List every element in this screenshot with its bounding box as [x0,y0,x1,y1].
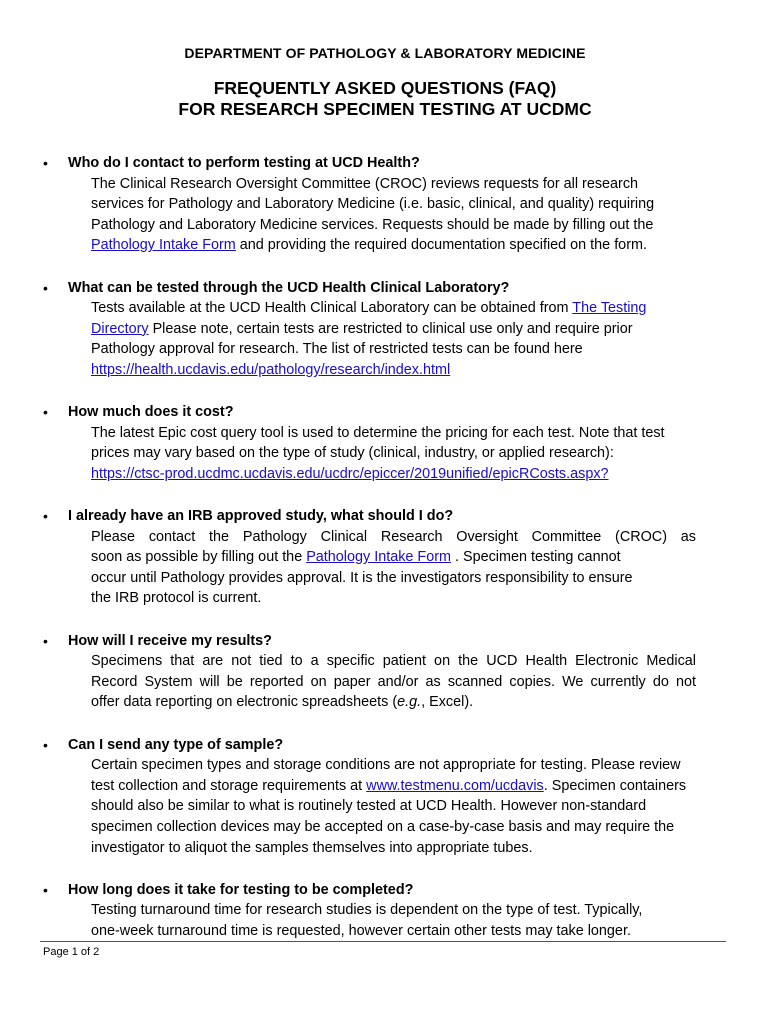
answer-line: Certain specimen types and storage conditions are not appropriate for testing. Please review [91,757,681,774]
faq-item [0,153,770,256]
answer-line [91,298,770,319]
faq-answer [91,651,770,713]
answer-text: and providing the required documentation specified on the form. [235,237,647,254]
answer-line: The Clinical Research Oversight Committee (CROC) reviews requests for all research [91,175,639,192]
bullet-icon: • [43,279,48,296]
answer-line: Testing turnaround time for research studies is dependent on the type of test. Typically, [91,902,643,919]
answer-line: Pathology approval for research. The list of restricted tests can be found here [91,341,583,358]
faq-answer [91,527,770,609]
answer-line [91,464,770,485]
footer-divider [40,941,726,942]
epic-cost-link[interactable]: https://ctsc-prod.ucdmc.ucdavis.edu/ucdrc/epiccer/2019unified/epicRCosts.aspx? [91,465,609,482]
faq-question: I already have an IRB approved study, what should I do? [68,508,454,525]
faq-answer [91,755,770,858]
answer-line: should also be similar to what is routinely tested at UCD Health. However non-standard [91,798,647,815]
answer-line: Pathology and Laboratory Medicine services. Requests should be made by filling out the [91,216,654,233]
answer-line [91,235,770,256]
answer-line: investigator to aliquot the samples themselves into appropriate tubes. [91,839,533,856]
faq-question: How long does it take for testing to be completed? [68,881,414,898]
answer-line: Specimens that are not tied to a specific patient on the UCD Health Electronic Medical [91,653,696,670]
answer-line [91,360,770,381]
answer-line: the IRB protocol is current. [91,590,262,607]
answer-line [91,692,770,713]
pathology-intake-form-link[interactable]: Pathology Intake Form [306,549,451,566]
faq-item [0,880,770,942]
answer-text: offer data reporting on electronic spreadsheets ( [91,694,398,711]
page-title [0,78,770,120]
answer-text: Tests available at the UCD Health Clinical Laboratory can be obtained from [91,300,573,317]
answer-text: soon as possible by filling out the [91,549,307,566]
page-number: Page 1 of 2 [43,946,100,958]
faq-answer [91,174,770,256]
testing-directory-link[interactable]: The Testing [572,300,647,317]
faq-answer [91,900,770,941]
faq-answer [91,298,770,380]
pathology-intake-form-link[interactable]: Pathology Intake Form [91,237,236,254]
answer-text: Please note, certain tests are restricted to clinical use only and require prior [148,320,633,337]
faq-item [0,402,770,484]
title-line-2: FOR RESEARCH SPECIMEN TESTING AT UCDMC [178,99,592,119]
bullet-icon: • [43,881,48,898]
bullet-icon: • [43,736,48,753]
answer-line: one-week turnaround time is requested, however certain other tests may take longer. [91,922,631,939]
faq-question: How much does it cost? [68,404,234,421]
faq-item [0,278,770,381]
answer-text: test collection and storage requirements at [91,777,367,794]
bullet-icon: • [43,155,48,171]
restricted-tests-link[interactable]: https://health.ucdavis.edu/pathology/research/index.html [91,361,451,378]
answer-line: Record System will be reported on paper and/or as scanned copies. We currently do not [91,673,696,690]
department-heading: DEPARTMENT OF PATHOLOGY & LABORATORY MEDICINE [184,45,586,61]
faq-answer [91,423,770,485]
bullet-icon: • [43,632,48,649]
answer-line: services for Pathology and Laboratory Medicine (i.e. basic, clinical, and quality) requiring [91,196,655,213]
bullet-icon: • [43,404,48,421]
answer-line: occur until Pathology provides approval. It is the investigators responsibility to ensure [91,569,633,586]
faq-item [0,631,770,713]
faq-question: What can be tested through the UCD Health Clinical Laboratory? [68,279,510,296]
testmenu-link[interactable]: www.testmenu.com/ucdavis [366,777,544,794]
answer-text: . Specimen containers [543,777,687,794]
answer-line: The latest Epic cost query tool is used to determine the pricing for each test. Note that test [91,424,665,441]
answer-line [91,776,770,797]
answer-line [91,319,770,340]
answer-text: , Excel). [421,694,474,711]
faq-question: Can I send any type of sample? [68,736,284,753]
answer-emphasis: e.g. [397,694,422,711]
answer-line: prices may vary based on the type of study (clinical, industry, or applied research): [91,445,614,462]
answer-line: Please contact the Pathology Clinical Research Oversight Committee (CROC) as [91,528,696,545]
bullet-icon: • [43,508,48,525]
testing-directory-link-cont[interactable]: Directory [91,320,149,337]
faq-question: How will I receive my results? [68,632,272,649]
faq-item [0,506,770,609]
title-line-1: FREQUENTLY ASKED QUESTIONS (FAQ) [213,78,557,98]
answer-line [91,547,770,568]
faq-list [0,153,770,963]
faq-question: Who do I contact to perform testing at UCD Health? [68,155,420,171]
answer-text: . Specimen testing cannot [450,549,621,566]
answer-line: specimen collection devices may be accepted on a case-by-case basis and may require the [91,819,675,835]
faq-item [0,735,770,859]
